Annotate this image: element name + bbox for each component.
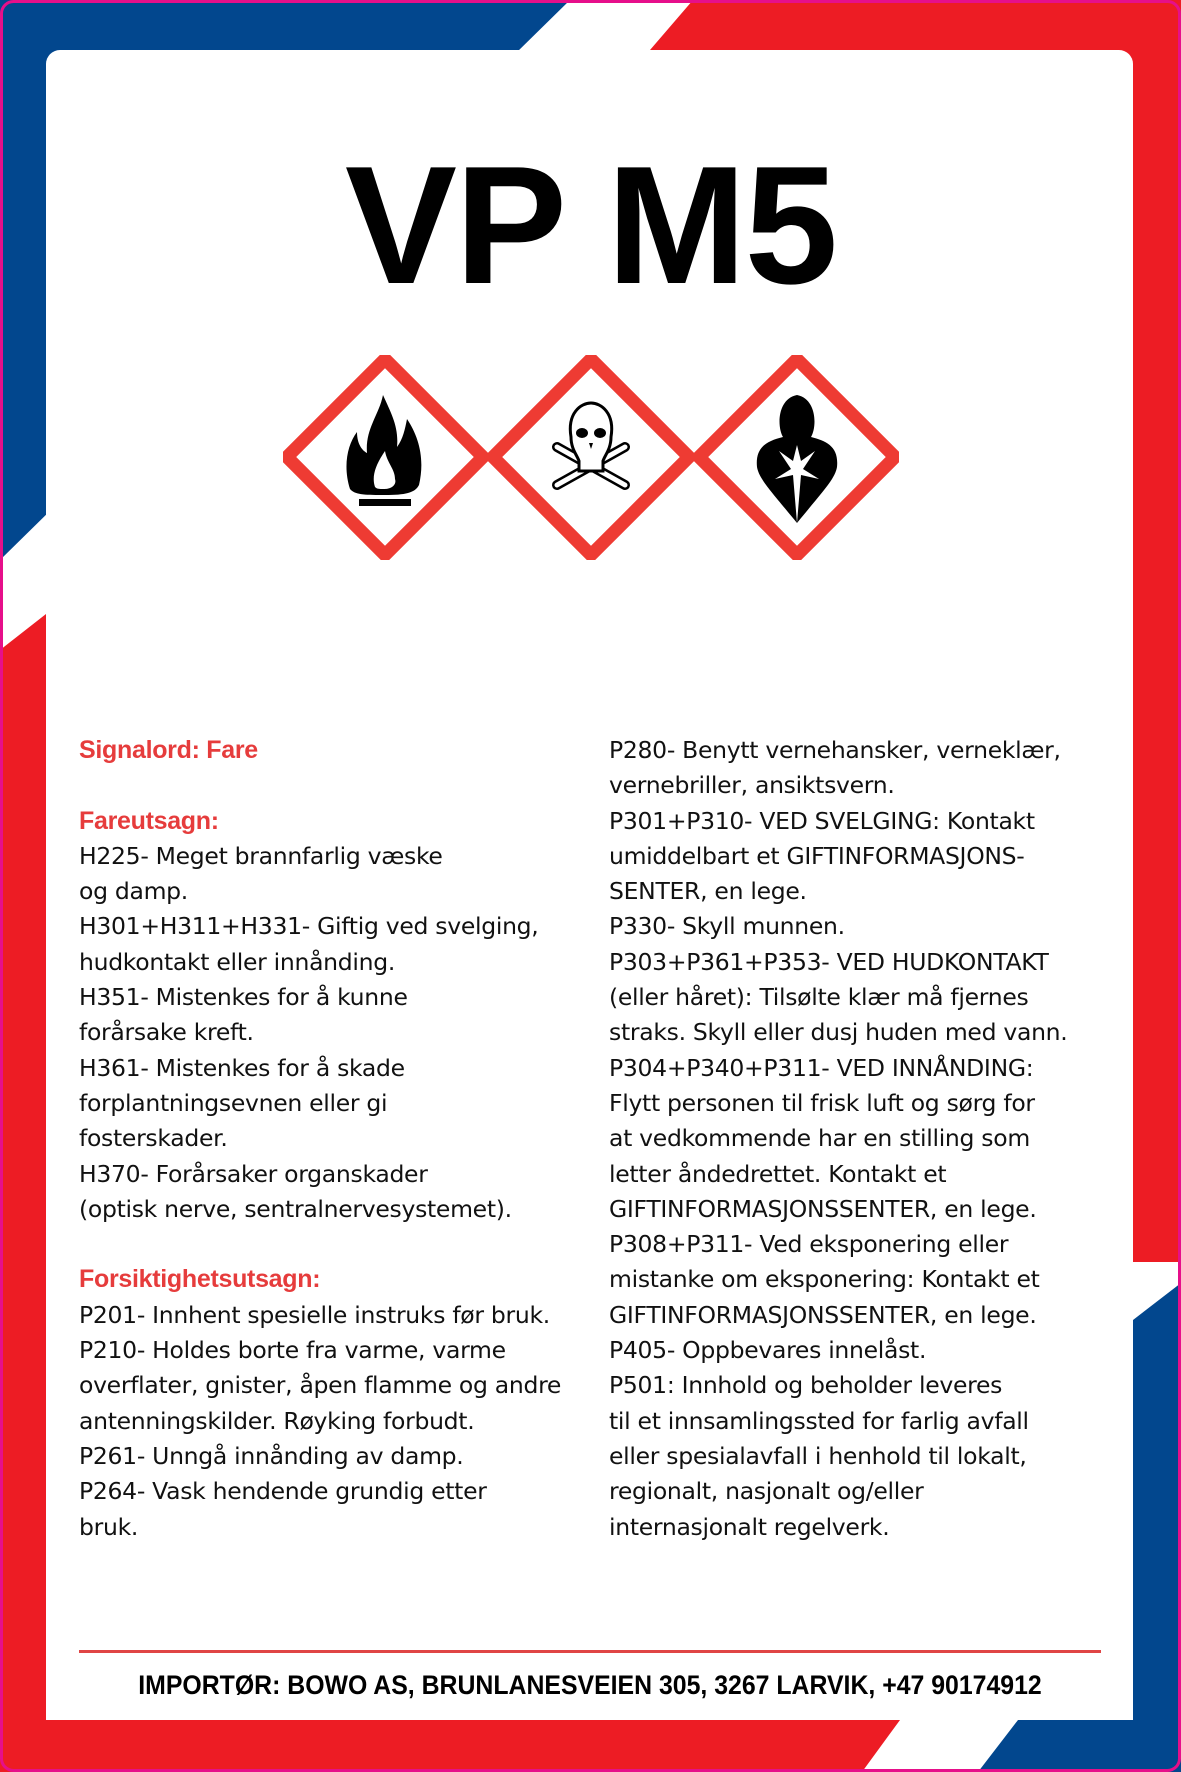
precaution-line: P501: Innhold og beholder leveres <box>609 1371 1003 1400</box>
precaution-line: P210- Holdes borte fra varme, varme <box>79 1336 506 1365</box>
precaution-line: SENTER, en lege. <box>609 877 807 906</box>
precaution-line: GIFTINFORMASJONSSENTER, en lege. <box>609 1194 1037 1223</box>
hazard-line: H370- Forårsaker organskader <box>79 1159 428 1188</box>
hazard-line: H361- Mistenkes for å skade <box>79 1053 405 1082</box>
precaution-line: P303+P361+P353- VED HUDKONTAKT <box>609 947 1049 976</box>
precaution-statements-heading: Forsiktighetsutsagn: <box>79 1265 321 1294</box>
precaution-line: at vedkommende har en stilling som <box>609 1124 1030 1153</box>
precaution-line: umiddelbart et GIFTINFORMASJONS- <box>609 841 1025 870</box>
flame-icon <box>287 359 483 555</box>
precaution-line: P405- Oppbevares innelåst. <box>609 1336 927 1365</box>
hazard-line: H225- Meget brannfarlig væske <box>79 841 443 870</box>
precaution-line: P308+P311- Ved eksponering eller <box>609 1230 1009 1259</box>
ghs-pictograms <box>283 355 899 560</box>
precaution-line: P330- Skyll munnen. <box>609 912 845 941</box>
precaution-line: P280- Benytt vernehansker, verneklær, <box>609 736 1061 764</box>
hazard-line: H301+H311+H331- Giftig ved svelging, <box>79 912 539 941</box>
hazard-line: hudkontakt eller innånding. <box>79 947 396 976</box>
precaution-line: P201- Innhent spesielle instruks før bruk. <box>79 1300 550 1329</box>
precaution-line: bruk. <box>79 1512 139 1541</box>
precaution-line: letter åndedrettet. Kontakt et <box>609 1159 947 1188</box>
health-hazard-icon <box>699 359 895 555</box>
precaution-line: overflater, gnister, åpen flamme og andre <box>79 1371 562 1400</box>
product-title: VP M5 <box>344 131 837 319</box>
precaution-line: GIFTINFORMASJONSSENTER, en lege. <box>609 1300 1037 1329</box>
precaution-line: Flytt personen til frisk luft og sørg for <box>609 1088 1035 1117</box>
precaution-line: (eller håret): Tilsølte klær må fjernes <box>609 983 1029 1012</box>
hazard-line: fosterskader. <box>79 1124 228 1153</box>
left-column <box>79 733 599 1545</box>
precaution-line: P304+P340+P311- VED INNÅNDING: <box>609 1053 1034 1082</box>
hazard-line: og damp. <box>79 877 188 906</box>
skull-crossbones-icon <box>493 359 689 555</box>
hazard-statements-heading: Fareutsagn: <box>79 806 219 835</box>
footer-divider <box>79 1650 1101 1653</box>
precaution-line: internasjonalt regelverk. <box>609 1512 890 1541</box>
hazard-line: (optisk nerve, sentralnervesystemet). <box>79 1194 512 1223</box>
signal-word: Signalord: Fare <box>79 736 258 764</box>
precaution-line: P261- Unngå innånding av damp. <box>79 1441 464 1470</box>
precaution-line: til et innsamlingssted for farlig avfall <box>609 1406 1029 1435</box>
hazard-line: H351- Mistenkes for å kunne <box>79 983 408 1012</box>
precaution-line: straks. Skyll eller dusj huden med vann. <box>609 1018 1068 1047</box>
precaution-line: eller spesialavfall i henhold til lokalt, <box>609 1441 1027 1470</box>
precaution-line: antenningskilder. Røyking forbudt. <box>79 1406 475 1435</box>
precaution-line: P264- Vask hendende grundig etter <box>79 1477 487 1506</box>
right-column <box>609 733 1109 1545</box>
precaution-line: mistanke om eksponering: Kontakt et <box>609 1265 1040 1294</box>
importer-info: IMPORTØR: BOWO AS, BRUNLANESVEIEN 305, 3267 LARVIK, +47 90174912 <box>138 1670 1042 1700</box>
hazard-line: forplantningsevnen eller gi <box>79 1088 388 1117</box>
hazard-line: forårsake kreft. <box>79 1018 254 1047</box>
precaution-line: P301+P310- VED SVELGING: Kontakt <box>609 806 1035 835</box>
precaution-line: regionalt, nasjonalt og/eller <box>609 1477 924 1506</box>
precaution-line: vernebriller, ansiktsvern. <box>609 771 895 800</box>
